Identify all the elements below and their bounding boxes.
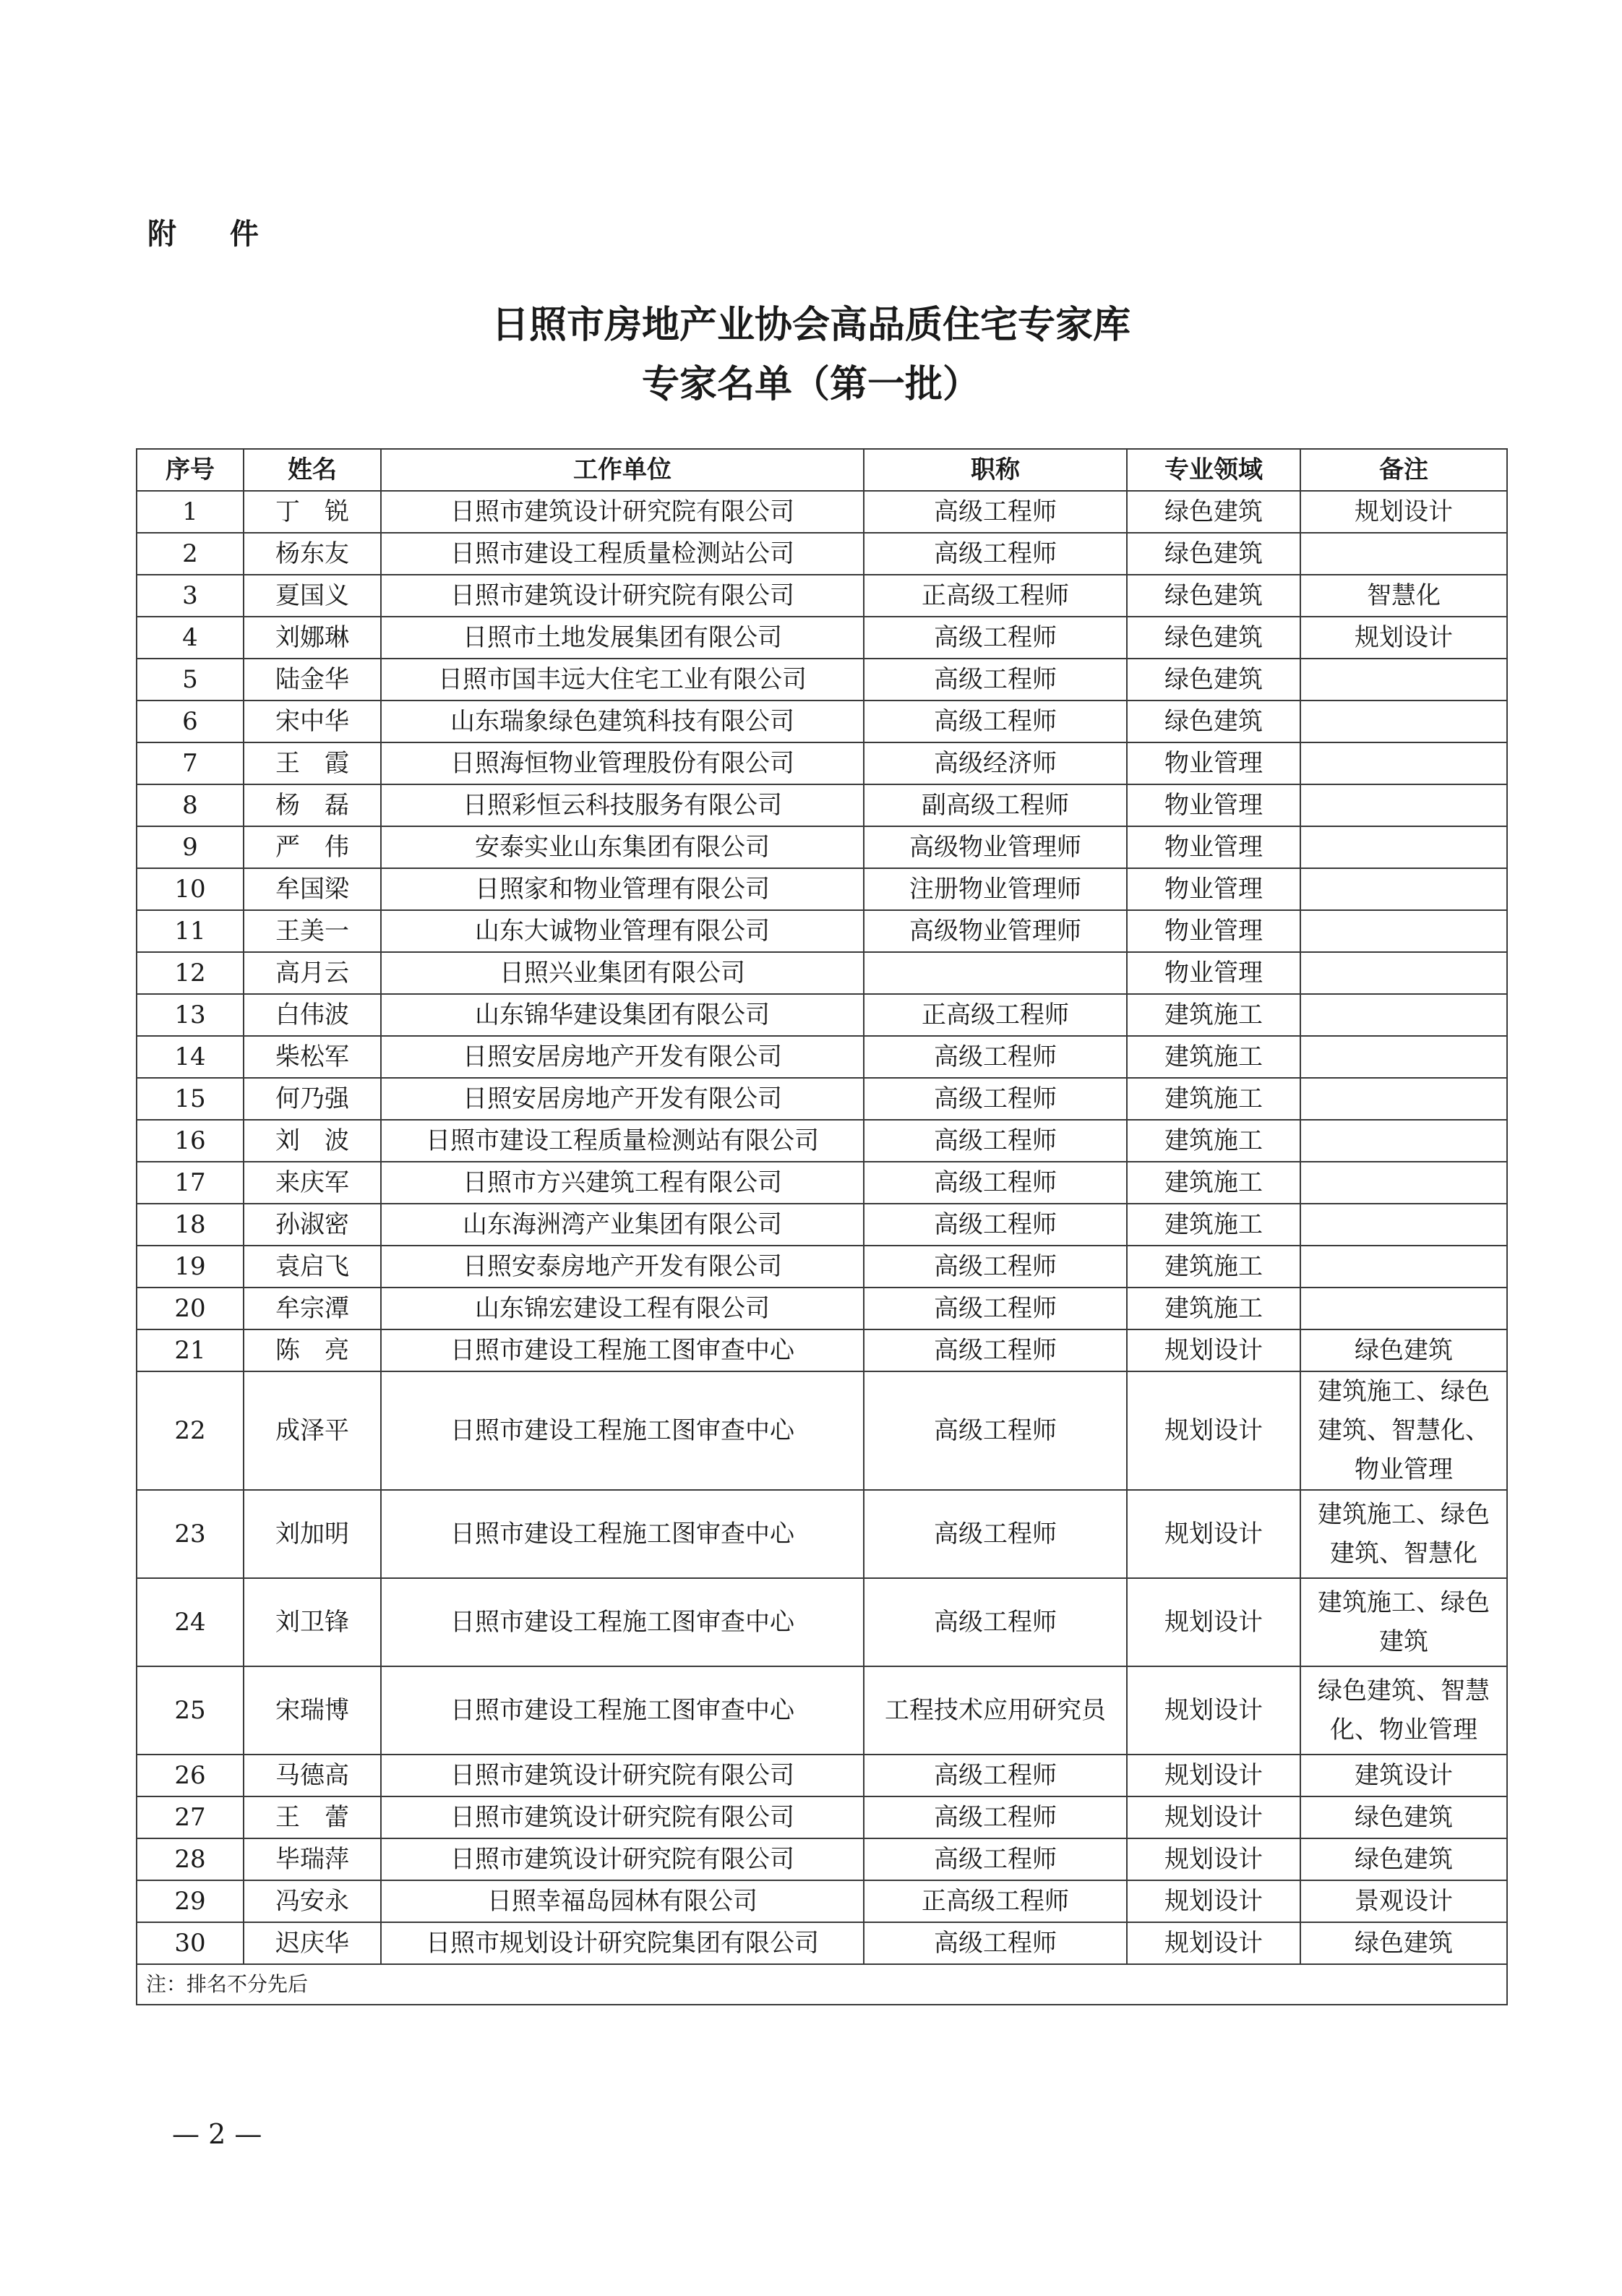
- remark: [1300, 1036, 1507, 1078]
- work-unit: 安泰实业山东集团有限公司: [381, 826, 864, 868]
- remark: 景观设计: [1300, 1880, 1507, 1922]
- work-unit: 日照市土地发展集团有限公司: [381, 617, 864, 659]
- row-number: 11: [137, 910, 244, 952]
- job-title: 注册物业管理师: [864, 868, 1127, 910]
- remark: [1300, 1246, 1507, 1288]
- work-unit: 日照市建筑设计研究院有限公司: [381, 1796, 864, 1838]
- job-title: [864, 952, 1127, 994]
- table-row: [137, 617, 1507, 659]
- row-number: 27: [137, 1796, 244, 1838]
- specialty-field: 绿色建筑: [1127, 575, 1300, 617]
- remark: [1300, 994, 1507, 1036]
- table-row: [137, 1922, 1507, 1964]
- remark: 建筑设计: [1300, 1755, 1507, 1796]
- remark: 规划设计: [1300, 617, 1507, 659]
- expert-name: 牟国梁: [244, 868, 381, 910]
- table-row: [137, 533, 1507, 575]
- table-row: [137, 868, 1507, 910]
- table-row: [137, 910, 1507, 952]
- expert-name: 宋瑞博: [244, 1666, 381, 1755]
- job-title: 正高级工程师: [864, 994, 1127, 1036]
- expert-name: 刘加明: [244, 1490, 381, 1578]
- work-unit: 日照市建设工程施工图审查中心: [381, 1666, 864, 1755]
- expert-name: 袁启飞: [244, 1246, 381, 1288]
- table-row: [137, 1838, 1507, 1880]
- row-number: 18: [137, 1204, 244, 1246]
- specialty-field: 规划设计: [1127, 1490, 1300, 1578]
- expert-name: 刘卫锋: [244, 1578, 381, 1666]
- table-row: [137, 491, 1507, 533]
- remark-line: 化、物业管理: [1330, 1715, 1477, 1744]
- specialty-field: 绿色建筑: [1127, 701, 1300, 742]
- remark: [1300, 1288, 1507, 1329]
- specialty-field: 规划设计: [1127, 1796, 1300, 1838]
- header-number: 序号: [137, 449, 244, 491]
- work-unit: 日照市建设工程施工图审查中心: [381, 1490, 864, 1578]
- header-remark: 备注: [1300, 449, 1507, 491]
- work-unit: 日照市建设工程施工图审查中心: [381, 1371, 864, 1490]
- table-row: [137, 1120, 1507, 1162]
- table-row: [137, 1880, 1507, 1922]
- row-number: 19: [137, 1246, 244, 1288]
- specialty-field: 规划设计: [1127, 1880, 1300, 1922]
- expert-name: 王 蕾: [244, 1796, 381, 1838]
- specialty-field: 建筑施工: [1127, 1204, 1300, 1246]
- job-title: 高级物业管理师: [864, 910, 1127, 952]
- specialty-field: 绿色建筑: [1127, 617, 1300, 659]
- specialty-field: 规划设计: [1127, 1755, 1300, 1796]
- remark: [1300, 868, 1507, 910]
- expert-name: 孙淑密: [244, 1204, 381, 1246]
- table-row: [137, 994, 1507, 1036]
- table-note-row: [137, 1964, 1507, 2005]
- row-number: 15: [137, 1078, 244, 1120]
- remark: [1300, 1204, 1507, 1246]
- remark-line: 建筑施工、绿色: [1318, 1588, 1490, 1617]
- remark-line: 物业管理: [1355, 1455, 1453, 1484]
- specialty-field: 规划设计: [1127, 1838, 1300, 1880]
- row-number: 10: [137, 868, 244, 910]
- row-number: 12: [137, 952, 244, 994]
- remark: [1300, 1666, 1507, 1755]
- remark-line: 建筑施工、绿色: [1318, 1500, 1490, 1529]
- specialty-field: 物业管理: [1127, 952, 1300, 994]
- remark: 智慧化: [1300, 575, 1507, 617]
- row-number: 28: [137, 1838, 244, 1880]
- row-number: 25: [137, 1666, 244, 1755]
- expert-name: 夏国义: [244, 575, 381, 617]
- table-row: [137, 701, 1507, 742]
- table-row: [137, 1578, 1507, 1666]
- row-number: 4: [137, 617, 244, 659]
- job-title: 高级工程师: [864, 1755, 1127, 1796]
- table-row: [137, 952, 1507, 994]
- work-unit: 日照安泰房地产开发有限公司: [381, 1246, 864, 1288]
- work-unit: 日照幸福岛园林有限公司: [381, 1880, 864, 1922]
- row-number: 1: [137, 491, 244, 533]
- remark: [1300, 1371, 1507, 1490]
- expert-name: 成泽平: [244, 1371, 381, 1490]
- remark: 绿色建筑: [1300, 1922, 1507, 1964]
- work-unit: 日照海恒物业管理股份有限公司: [381, 742, 864, 784]
- work-unit: 日照市规划设计研究院集团有限公司: [381, 1922, 864, 1964]
- job-title: 高级工程师: [864, 1329, 1127, 1371]
- expert-name: 冯安永: [244, 1880, 381, 1922]
- specialty-field: 规划设计: [1127, 1329, 1300, 1371]
- specialty-field: 绿色建筑: [1127, 659, 1300, 701]
- remark: [1300, 1078, 1507, 1120]
- table-row: [137, 1666, 1507, 1755]
- remark: 绿色建筑: [1300, 1838, 1507, 1880]
- job-title: 高级工程师: [864, 1078, 1127, 1120]
- row-number: 20: [137, 1288, 244, 1329]
- row-number: 22: [137, 1371, 244, 1490]
- job-title: 高级工程师: [864, 1246, 1127, 1288]
- table-row: [137, 1246, 1507, 1288]
- job-title: 工程技术应用研究员: [864, 1666, 1127, 1755]
- work-unit: 山东大诚物业管理有限公司: [381, 910, 864, 952]
- job-title: 高级工程师: [864, 617, 1127, 659]
- work-unit: 日照市建筑设计研究院有限公司: [381, 1755, 864, 1796]
- table-row: [137, 1288, 1507, 1329]
- job-title: 高级工程师: [864, 701, 1127, 742]
- specialty-field: 规划设计: [1127, 1578, 1300, 1666]
- work-unit: 日照安居房地产开发有限公司: [381, 1078, 864, 1120]
- expert-name: 马德高: [244, 1755, 381, 1796]
- expert-name: 陆金华: [244, 659, 381, 701]
- work-unit: 日照市建设工程施工图审查中心: [381, 1329, 864, 1371]
- header-field: 专业领域: [1127, 449, 1300, 491]
- table-note: 注：排名不分先后: [137, 1964, 1507, 2005]
- expert-name: 柴松军: [244, 1036, 381, 1078]
- document-title-line2: 专家名单（第一批）: [641, 363, 980, 406]
- job-title: 高级物业管理师: [864, 826, 1127, 868]
- job-title: 高级工程师: [864, 1371, 1127, 1490]
- job-title: 高级工程师: [864, 1838, 1127, 1880]
- job-title: 正高级工程师: [864, 575, 1127, 617]
- job-title: 高级工程师: [864, 659, 1127, 701]
- specialty-field: 规划设计: [1127, 1371, 1300, 1490]
- table-row: [137, 1162, 1507, 1204]
- specialty-field: 建筑施工: [1127, 1246, 1300, 1288]
- remark: [1300, 701, 1507, 742]
- attachment-label: 附 件: [147, 218, 280, 251]
- job-title: 高级工程师: [864, 1204, 1127, 1246]
- work-unit: 山东瑞象绿色建筑科技有限公司: [381, 701, 864, 742]
- specialty-field: 物业管理: [1127, 784, 1300, 826]
- specialty-field: 物业管理: [1127, 910, 1300, 952]
- expert-name: 来庆军: [244, 1162, 381, 1204]
- row-number: 9: [137, 826, 244, 868]
- remark: 绿色建筑: [1300, 1796, 1507, 1838]
- table-row: [137, 1078, 1507, 1120]
- remark: [1300, 910, 1507, 952]
- remark: [1300, 742, 1507, 784]
- specialty-field: 建筑施工: [1127, 1036, 1300, 1078]
- row-number: 14: [137, 1036, 244, 1078]
- work-unit: 日照市国丰远大住宅工业有限公司: [381, 659, 864, 701]
- work-unit: 山东锦华建设集团有限公司: [381, 994, 864, 1036]
- remark: [1300, 826, 1507, 868]
- work-unit: 日照彩恒云科技服务有限公司: [381, 784, 864, 826]
- row-number: 23: [137, 1490, 244, 1578]
- expert-name: 杨东友: [244, 533, 381, 575]
- row-number: 16: [137, 1120, 244, 1162]
- job-title: 正高级工程师: [864, 1880, 1127, 1922]
- document-title-line1: 日照市房地产业协会高品质住宅专家库: [491, 304, 1130, 347]
- row-number: 5: [137, 659, 244, 701]
- expert-name: 严 伟: [244, 826, 381, 868]
- remark: [1300, 1162, 1507, 1204]
- row-number: 7: [137, 742, 244, 784]
- row-number: 2: [137, 533, 244, 575]
- expert-name: 迟庆华: [244, 1922, 381, 1964]
- specialty-field: 规划设计: [1127, 1922, 1300, 1964]
- work-unit: 日照市建设工程质量检测站公司: [381, 533, 864, 575]
- remark-line: 建筑施工、绿色: [1318, 1377, 1490, 1406]
- table-row: [137, 1036, 1507, 1078]
- specialty-field: 规划设计: [1127, 1666, 1300, 1755]
- specialty-field: 建筑施工: [1127, 1288, 1300, 1329]
- table-row: [137, 784, 1507, 826]
- remark-line: 建筑: [1379, 1627, 1428, 1656]
- expert-name: 杨 磊: [244, 784, 381, 826]
- table-row: [137, 1329, 1507, 1371]
- table-body: [137, 491, 1507, 1964]
- table-row: [137, 1796, 1507, 1838]
- expert-roster-table: [136, 448, 1508, 2005]
- table-row: [137, 1371, 1507, 1490]
- work-unit: 日照兴业集团有限公司: [381, 952, 864, 994]
- remark-line: 建筑、智慧化: [1330, 1539, 1477, 1568]
- table-row: [137, 575, 1507, 617]
- expert-name: 高月云: [244, 952, 381, 994]
- row-number: 29: [137, 1880, 244, 1922]
- expert-name: 白伟波: [244, 994, 381, 1036]
- work-unit: 山东锦宏建设工程有限公司: [381, 1288, 864, 1329]
- work-unit: 日照市建设工程施工图审查中心: [381, 1578, 864, 1666]
- table-row: [137, 1204, 1507, 1246]
- remark: 规划设计: [1300, 491, 1507, 533]
- work-unit: 日照市方兴建筑工程有限公司: [381, 1162, 864, 1204]
- expert-name: 丁 锐: [244, 491, 381, 533]
- work-unit: 日照安居房地产开发有限公司: [381, 1036, 864, 1078]
- specialty-field: 建筑施工: [1127, 1162, 1300, 1204]
- work-unit: 日照家和物业管理有限公司: [381, 868, 864, 910]
- work-unit: 日照市建筑设计研究院有限公司: [381, 491, 864, 533]
- job-title: 高级工程师: [864, 1796, 1127, 1838]
- row-number: 8: [137, 784, 244, 826]
- expert-name: 王美一: [244, 910, 381, 952]
- table-row: [137, 742, 1507, 784]
- expert-name: 毕瑞萍: [244, 1838, 381, 1880]
- expert-name: 何乃强: [244, 1078, 381, 1120]
- row-number: 17: [137, 1162, 244, 1204]
- row-number: 24: [137, 1578, 244, 1666]
- job-title: 高级工程师: [864, 1578, 1127, 1666]
- specialty-field: 建筑施工: [1127, 1120, 1300, 1162]
- row-number: 6: [137, 701, 244, 742]
- table-row: [137, 1490, 1507, 1578]
- remark: [1300, 1490, 1507, 1578]
- row-number: 26: [137, 1755, 244, 1796]
- job-title: 高级工程师: [864, 491, 1127, 533]
- work-unit: 日照市建筑设计研究院有限公司: [381, 575, 864, 617]
- job-title: 高级工程师: [864, 1162, 1127, 1204]
- work-unit: 日照市建筑设计研究院有限公司: [381, 1838, 864, 1880]
- job-title: 高级工程师: [864, 1922, 1127, 1964]
- remark: [1300, 533, 1507, 575]
- remark: 绿色建筑: [1300, 1329, 1507, 1371]
- row-number: 13: [137, 994, 244, 1036]
- row-number: 3: [137, 575, 244, 617]
- row-number: 30: [137, 1922, 244, 1964]
- work-unit: 日照市建设工程质量检测站有限公司: [381, 1120, 864, 1162]
- specialty-field: 物业管理: [1127, 826, 1300, 868]
- job-title: 高级工程师: [864, 1490, 1127, 1578]
- expert-name: 陈 亮: [244, 1329, 381, 1371]
- remark: [1300, 659, 1507, 701]
- header-name: 姓名: [244, 449, 381, 491]
- specialty-field: 绿色建筑: [1127, 491, 1300, 533]
- expert-name: 宋中华: [244, 701, 381, 742]
- table-row: [137, 659, 1507, 701]
- remark-line: 绿色建筑、智慧: [1318, 1676, 1490, 1705]
- job-title: 高级经济师: [864, 742, 1127, 784]
- expert-name: 刘 波: [244, 1120, 381, 1162]
- job-title: 副高级工程师: [864, 784, 1127, 826]
- job-title: 高级工程师: [864, 1120, 1127, 1162]
- work-unit: 山东海洲湾产业集团有限公司: [381, 1204, 864, 1246]
- remark: [1300, 1120, 1507, 1162]
- job-title: 高级工程师: [864, 533, 1127, 575]
- specialty-field: 绿色建筑: [1127, 533, 1300, 575]
- page-number: — 2 —: [172, 2118, 262, 2150]
- table-row: [137, 826, 1507, 868]
- header-unit: 工作单位: [381, 449, 864, 491]
- remark-line: 建筑、智慧化、: [1318, 1416, 1490, 1445]
- expert-name: 刘娜琳: [244, 617, 381, 659]
- job-title: 高级工程师: [864, 1036, 1127, 1078]
- specialty-field: 建筑施工: [1127, 1078, 1300, 1120]
- specialty-field: 建筑施工: [1127, 994, 1300, 1036]
- remark: [1300, 952, 1507, 994]
- header-title: 职称: [864, 449, 1127, 491]
- remark: [1300, 1578, 1507, 1666]
- expert-name: 王 霞: [244, 742, 381, 784]
- specialty-field: 物业管理: [1127, 742, 1300, 784]
- remark: [1300, 784, 1507, 826]
- job-title: 高级工程师: [864, 1288, 1127, 1329]
- row-number: 21: [137, 1329, 244, 1371]
- expert-name: 牟宗潭: [244, 1288, 381, 1329]
- table-row: [137, 1755, 1507, 1796]
- table-header-row: [137, 449, 1507, 491]
- specialty-field: 物业管理: [1127, 868, 1300, 910]
